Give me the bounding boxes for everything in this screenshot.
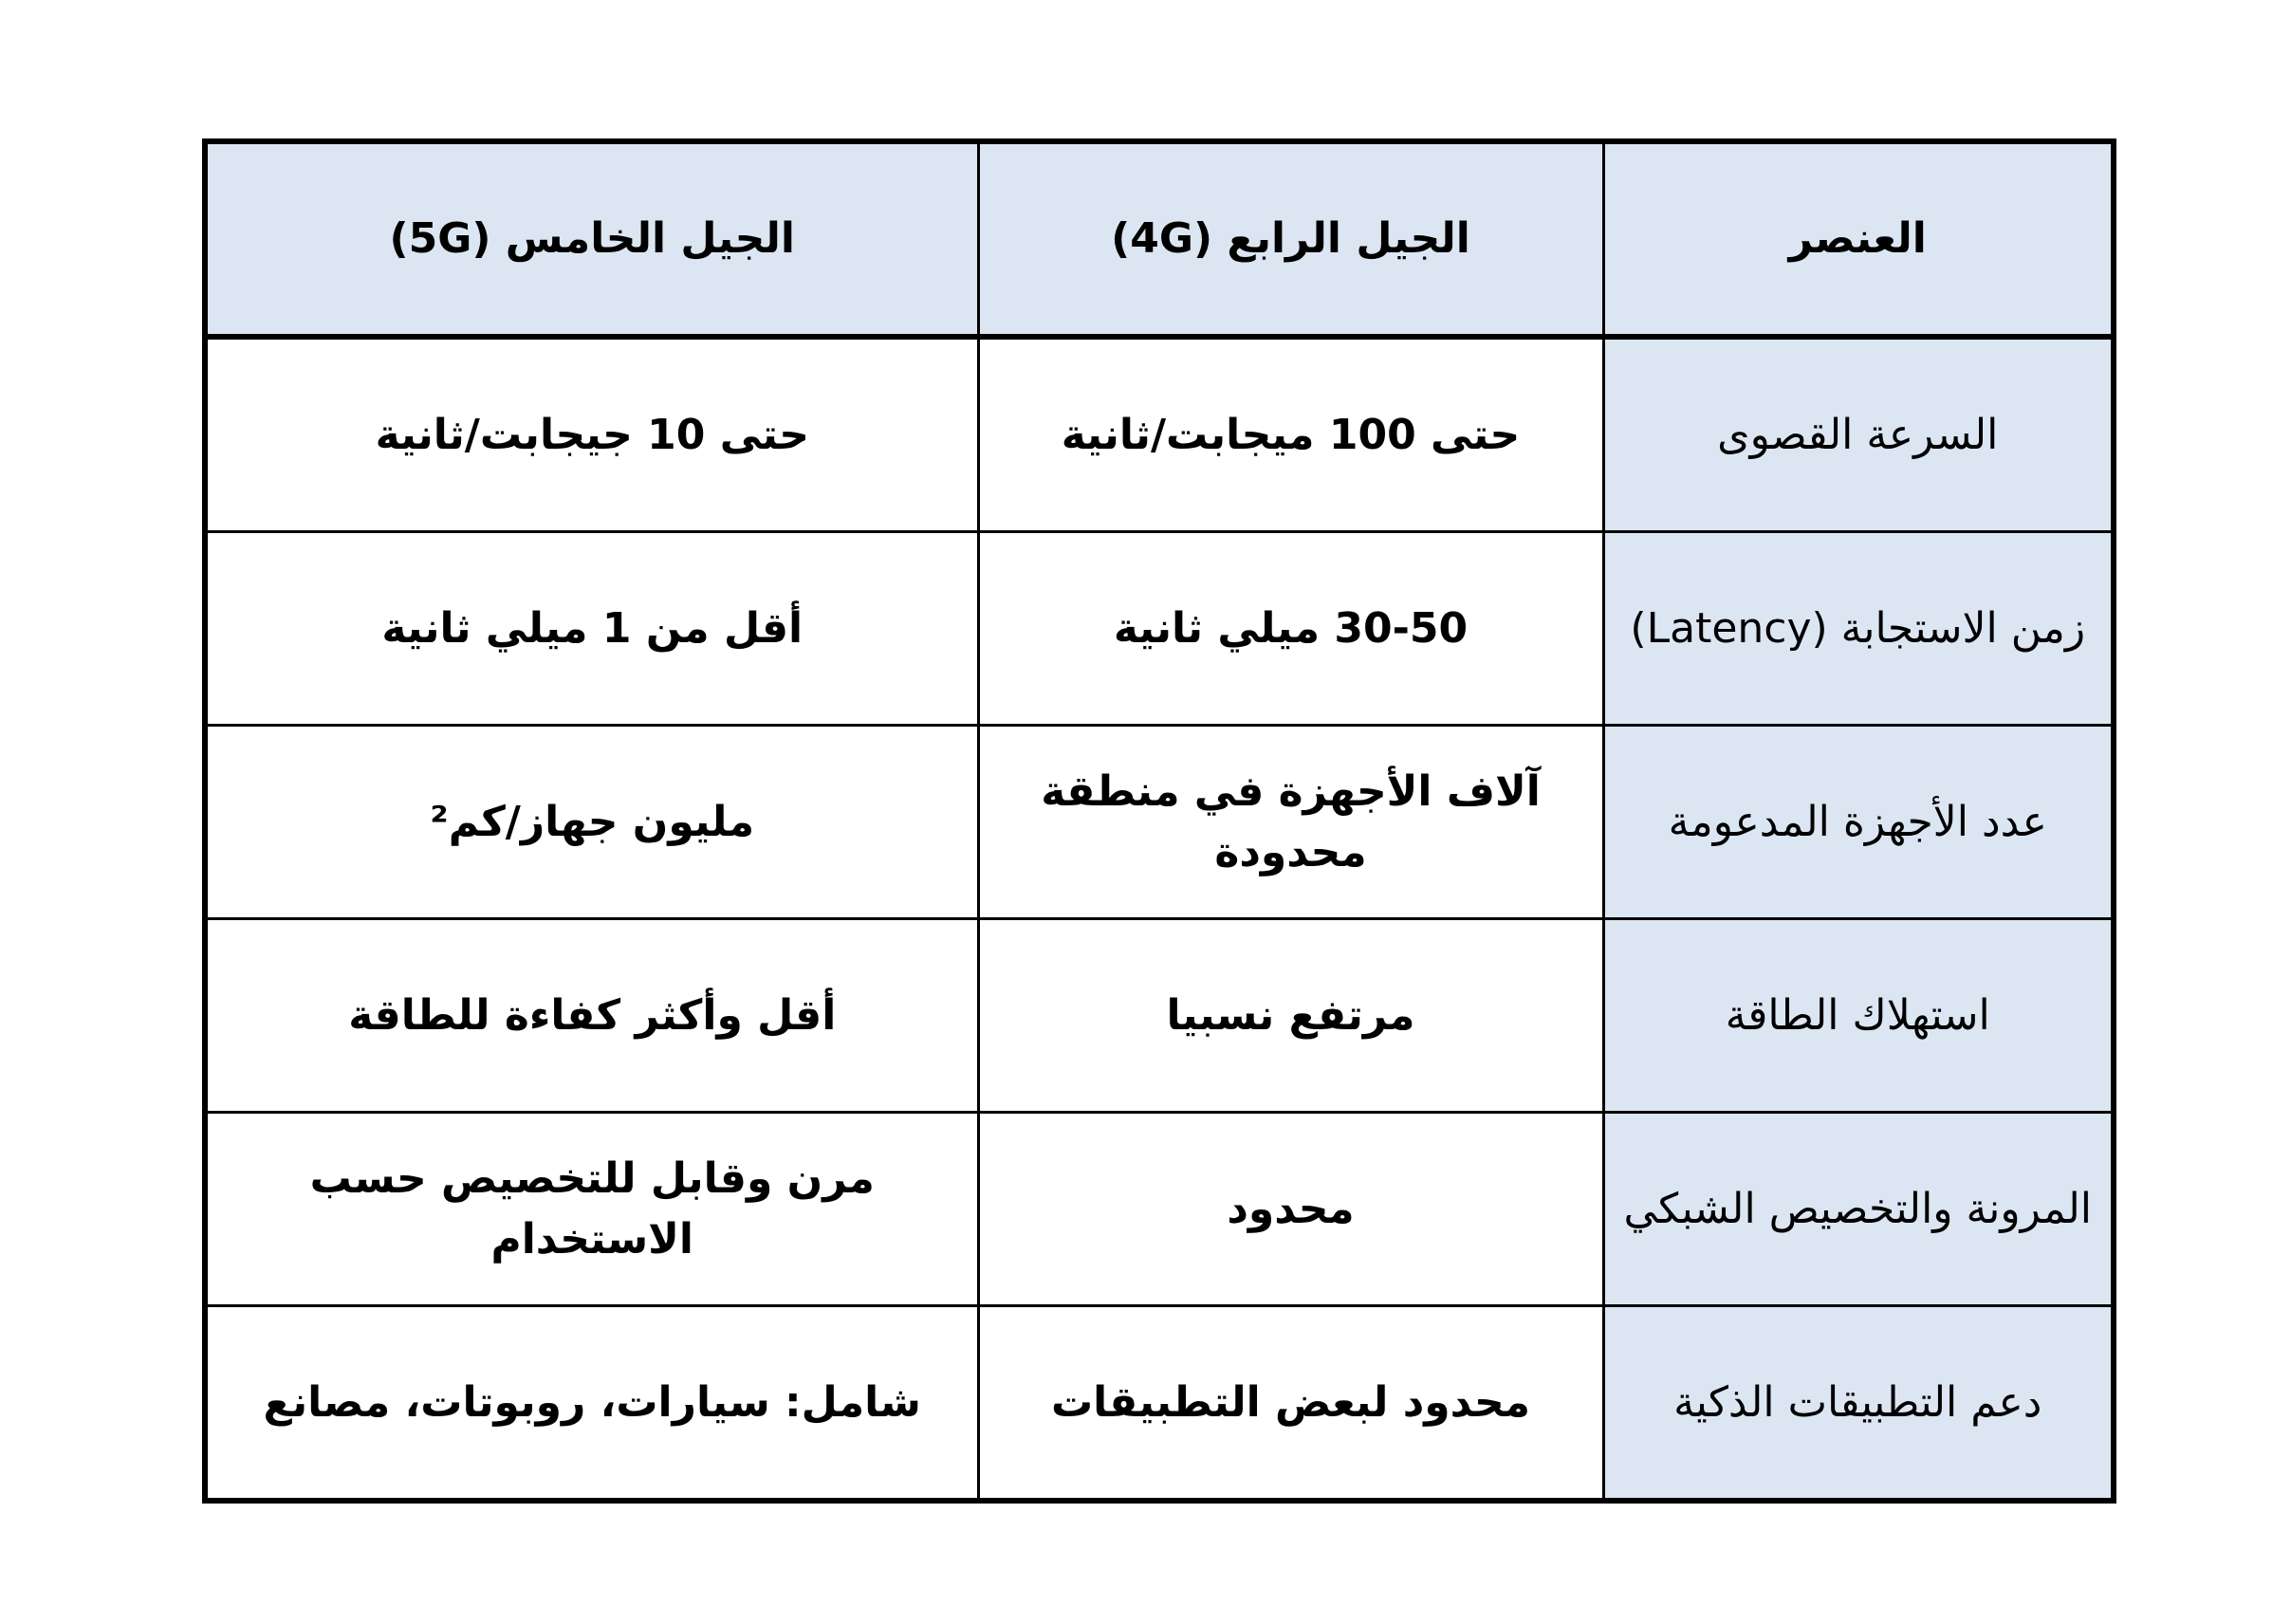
cell-5g-power-consumption: أقل وأكثر كفاءة للطاقة — [205, 919, 978, 1113]
cell-4g-network-flexibility: محدود — [978, 1113, 1603, 1306]
cell-5g-supported-devices: مليون جهاز/كم² — [205, 726, 978, 919]
table-row — [205, 1113, 2114, 1306]
row-label-smart-apps: دعم التطبيقات الذكية — [1603, 1306, 2114, 1502]
row-label-latency: زمن الاستجابة (Latency) — [1603, 532, 2114, 726]
table-row — [205, 726, 2114, 919]
table-row — [205, 337, 2114, 532]
cell-4g-power-consumption: مرتفع نسبيا — [978, 919, 1603, 1113]
row-label-network-flexibility: المرونة والتخصيص الشبكي — [1603, 1113, 2114, 1306]
header-5g: الجيل الخامس (5G) — [205, 141, 978, 337]
row-label-power-consumption: استهلاك الطاقة — [1603, 919, 2114, 1113]
row-label-supported-devices: عدد الأجهزة المدعومة — [1603, 726, 2114, 919]
cell-5g-network-flexibility: مرن وقابل للتخصيص حسب الاستخدام — [205, 1113, 978, 1306]
header-row — [205, 141, 2114, 337]
cell-5g-smart-apps: شامل: سيارات، روبوتات، مصانع — [205, 1306, 978, 1502]
header-4g: الجيل الرابع (4G) — [978, 141, 1603, 337]
cell-4g-max-speed: حتى 100 ميجابت/ثانية — [978, 337, 1603, 532]
table-row — [205, 919, 2114, 1113]
row-label-max-speed: السرعة القصوى — [1603, 337, 2114, 532]
table-row — [205, 1306, 2114, 1502]
cell-4g-smart-apps: محدود لبعض التطبيقات — [978, 1306, 1603, 1502]
table-row — [205, 532, 2114, 726]
cell-4g-latency: 30-50 ميلي ثانية — [978, 532, 1603, 726]
table-header — [205, 141, 2114, 337]
comparison-table — [202, 138, 2116, 1504]
header-feature: العنصر — [1603, 141, 2114, 337]
cell-5g-latency: أقل من 1 ميلي ثانية — [205, 532, 978, 726]
table-body — [205, 337, 2114, 1501]
comparison-table-container — [202, 138, 2111, 1497]
cell-5g-max-speed: حتى 10 جيجابت/ثانية — [205, 337, 978, 532]
cell-4g-supported-devices: آلاف الأجهزة في منطقة محدودة — [978, 726, 1603, 919]
